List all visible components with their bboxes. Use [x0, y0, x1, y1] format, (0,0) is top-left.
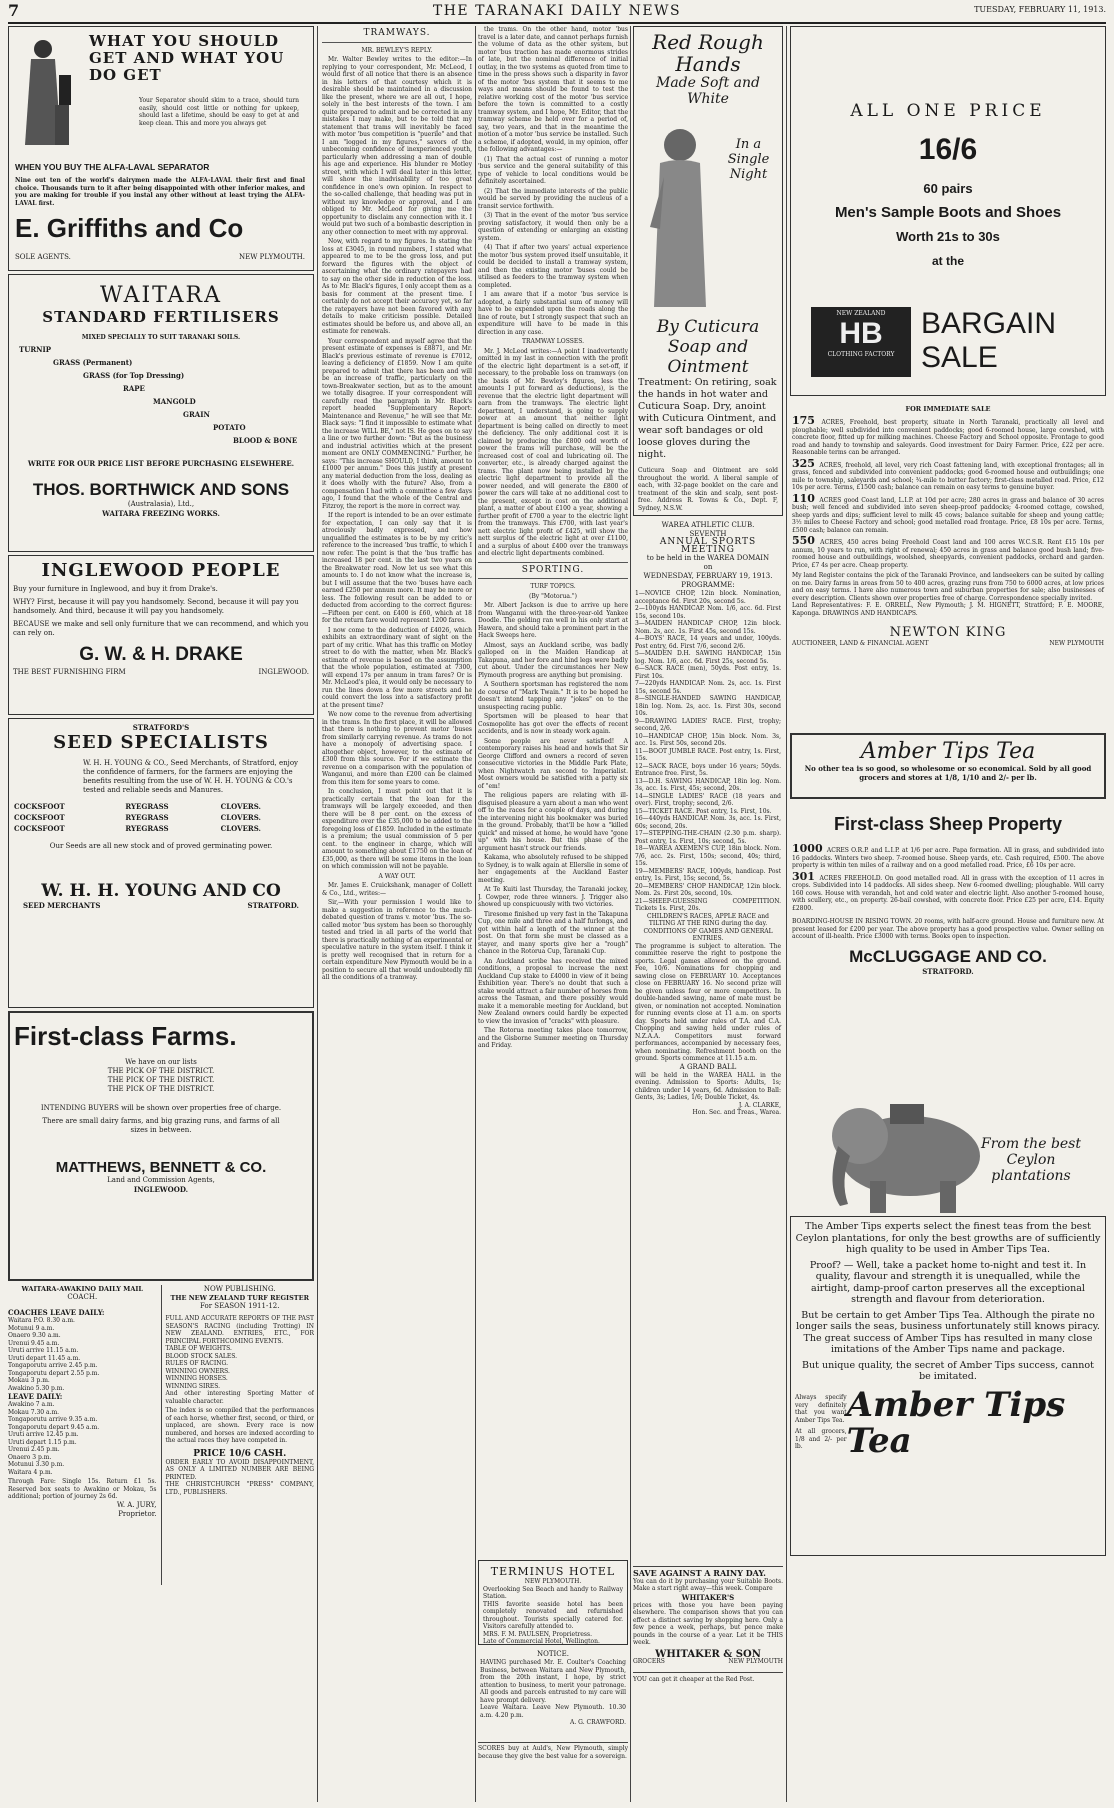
new-plymouth: NEW PLYMOUTH.: [239, 253, 305, 261]
rainy-body2: prices with those you have been paying elsewhere. The comparison shows that you can effect a distinct saving by shopping here. Only a few pence a week, perhaps, but pence make pounds in the course of a year. Let it be THIS week.: [633, 1601, 783, 1646]
farms-p2: There are small dairy farms, and big grazing runs, and farms of all sizes in between.: [42, 1117, 280, 1134]
listing-acres: 175: [792, 414, 822, 427]
list-item: Uruti depart 1.15 p.m.: [8, 1438, 77, 1446]
alfa-cta: WHEN YOU BUY THE ALFA-LAVAL SEPARATOR: [15, 162, 210, 172]
newton-king-place: NEW PLYMOUTH: [1049, 640, 1104, 647]
whitaker-ad: [633, 1566, 783, 1683]
alfa-laval-ad: [8, 26, 314, 271]
list-item: 4—BOYS' RACE, 14 years and under, 100yds. Post entry, 6d. First 7/6, second 2/6.: [635, 635, 781, 650]
column-b: [322, 26, 472, 1802]
amber-from: From the best Ceylon plantations: [981, 1136, 1081, 1184]
listing-item: [792, 456, 1105, 492]
listing-text: ACRES, freehold, all level, very rich Coast fattening land, with exceptional frontages; all in grass, fenced and subdivided into convenient paddocks; good 6-roomed house and outbuildings; one mile to township, saleyards and school; ¾-mile to butter factory; first-class metalled road. Price, £12 10s per acre. Terms, £1500 cash; balance can remain on easy terms to genuine buyer.: [792, 461, 1105, 491]
amber-p1: The Amber Tips experts select the finest teas from the best Ceylon plantations, for only the best growths are of sufficiently high quality to be used in Amber Tips Tea.: [795, 1221, 1101, 1255]
first-class-farms-ad: [8, 1011, 314, 1281]
coach-times-return: [8, 1401, 157, 1476]
table-row: COCKSFOOT RYEGRASS CLOVERS.: [14, 802, 261, 811]
list-item: Onaero 9.30 a.m.: [8, 1332, 61, 1339]
hotel-name: TERMINUS HOTEL: [490, 1565, 616, 1578]
rainy-whit: WHITAKER'S: [681, 1592, 735, 1602]
amber-p2: Proof? — Well, take a packet home to-night and test it. In quality, flavour and strength it is unequalled, while the airtight, damp-proof carton preserves all the exceptional strength and flavour from deterioration.: [809, 1259, 1087, 1305]
boarding: BOARDING-HOUSE IN RISING TOWN. 20 rooms, with half-acre ground. House and furniture new. At present leased for £200 per year. The above property has a good prospective value. Owner selling on account of ill-health. Price £3000 with terms. Books open to inspection.: [792, 918, 1104, 940]
paragraph: Sportsmen will be pleased to hear that Cosmopolite has got over the effects of recent accidents, and is now in steady work again.: [478, 713, 628, 735]
list-item: 9—DRAWING LADIES' RACE. First, trophy; second, 2/6.: [635, 717, 781, 732]
listing-acres: 550: [792, 534, 821, 547]
list-item: Tongaporutu arrive 9.35 a.m.: [8, 1416, 98, 1423]
elephant-illustration: [790, 1076, 1106, 1216]
fertiliser-item: GRASS (for Top Dressing): [83, 371, 185, 380]
hb-logo: NEW ZEALAND HB CLOTHING FACTORY: [811, 307, 911, 377]
notice-ad: [478, 1648, 628, 1742]
issue-date: TUESDAY, FEBRUARY 11, 1913.: [974, 5, 1106, 14]
coach-title: WAITARA-AWAKINO DAILY MAIL: [21, 1285, 143, 1293]
warea-children: CHILDREN'S RACES, APPLE RACE and TILTING AT THE RING during the day.: [646, 912, 770, 927]
amber-p3: But be certain to get Amber Tips Tea. Although the pirate no longer sails the seas, business unfortunately still knows piracy. The great success of Amber Tips has resulted in many close imitations of the Amber Tips name and package.: [796, 1309, 1100, 1355]
fertiliser-item: BLOOD & BONE: [233, 436, 298, 445]
boots-at: at the: [931, 254, 964, 268]
seed-specialists-ad: [8, 718, 314, 1008]
farms-title: First-class Farms.: [14, 1021, 237, 1051]
turf-byline: (By "Motorua."): [529, 592, 577, 600]
sporting-heading: SPORTING.: [521, 564, 585, 575]
list-item: 5—MAIDEN D.H. SAWING HANDICAP, 15in log. Nom. 1/6, acc. 6d. First 25s, second 5s.: [635, 650, 781, 665]
list-item: Waitara P.O. 8.30 a.m.: [8, 1317, 75, 1324]
borthwick-sub: (Australasia), Ltd.,: [127, 500, 195, 508]
boots-price: 16/6: [918, 133, 978, 166]
paragraph: Sir,—With your permission I would like to make a suggestion in reference to the much-debated question of trams v. motor 'bus. The so-called motor 'bus system has been so thoroughly tested and tried in all parts of the world that there is practically nothing of an experimental or speculative nature in the system itself. I think it is pretty well recognised that in return for a certain expenditure New Plymouth would be in a position to secure all that would undoubtedly fill all the conditions of a tramway.: [322, 899, 472, 981]
paragraph: Some people are never satisfied! A contemporary raises his head and howls that Sir George Clifford and owners a record of seven consecutive victories in the Middle Park Plate, when Nightwatch ran second to Imperialist. Most owners would be satisfied with a patty six of "em!: [478, 737, 628, 790]
list-item: 13—D.H. SAWING HANDICAP, 18in log. Nom. 3s, acc. 1s. First, 45s; second, 20s.: [635, 777, 781, 792]
hotel-place: NEW PLYMOUTH.: [524, 1578, 582, 1585]
list-item: BLOOD STOCK SALES.: [165, 1352, 238, 1360]
list-item: Uruti arrive 11.15 a.m.: [8, 1347, 79, 1354]
sale-reps: Land Representatives: F. E. ORRELL, New Plymouth; J. M. HIGNETT, Stratford; F. E. MOORE, Kaponga. DRAWINGS AND HANDICAPS.: [792, 602, 1104, 617]
turf-article: [478, 602, 628, 1050]
list-item: Mokau 7.30 a.m.: [8, 1408, 60, 1416]
seeds-note: Our Seeds are all new stock and of proved germinating power.: [49, 842, 273, 850]
newton-king-firm: NEWTON KING: [889, 625, 1007, 640]
listing-item: [792, 842, 1104, 870]
paragraph: (2) That the immediate interests of the public would be served by providing the nucleus of a transit service forthwith.: [478, 187, 628, 210]
griffiths-firm: E. Griffiths and Co: [15, 213, 244, 243]
fertiliser-item: GRAIN: [183, 410, 210, 419]
hotel-prop: MRS. F. M. PAULSEN, Proprietress.: [483, 1630, 592, 1638]
notice-times: Leave Waitara. Leave New Plymouth. 10.30 a.m. 4.20 p.m.: [480, 1704, 626, 1719]
drake-place: INGLEWOOD.: [258, 668, 309, 676]
inglewood-because: BECAUSE we make and sell only furniture that we can recommend, and which you can rely on.: [13, 620, 309, 637]
waitara-title: WAITARA: [100, 283, 222, 308]
paragraph: Kakama, who absolutely refused to be shipped to Sydney, is to walk again at Ellerslie in some of her engagements at the Auckland Easter meeting.: [478, 854, 628, 884]
tramway-losses-article: [478, 348, 628, 558]
paragraph: I now come to the deduction of £4026, which exhibits an extraordinary want of sight on the part of my critic. What has this traffic on Motley street to do with the matter, when Mr. Black's estimate of revenue is based on the assumption that the whole population, estimated at 7300, will expend 17s per annum in tram fares? Or is Mr. McLeod's plea, it would only be necessary to run the lines down a few more streets and he could convert the loss into a satisfactory profit at the present time?: [322, 626, 472, 709]
paragraph: An Auckland scribe has received the mixed conditions, a proposal to increase the next Auckland Cup stake to £4000 in view of it being Exhibition year. There's no doubt that such a stake would attract a fair number of horses from across the Tasman, and there possibly would make it a memorable meeting for Auckland, but New Zealand owners could hardly be expected to view the invasion of "cracks" with pleasure.: [478, 957, 628, 1025]
waitara-sub: STANDARD FERTILISERS: [42, 308, 280, 326]
paragraph: The Rotorua meeting takes place tomorrow, and the Gisborne Summer meeting on Thursday and Friday.: [478, 1027, 628, 1049]
warea-title: ANNUAL SPORTS MEETING: [659, 537, 757, 555]
warea-on: on: [703, 563, 713, 571]
woman-illustration: [640, 117, 720, 307]
list-item: 7—220yds HANDICAP. Nom. 2s, acc. 1s. First 15s, second 5s.: [635, 680, 781, 695]
listing-item: [792, 491, 1104, 535]
tramway-losses-subhead: TRAMWAY LOSSES.: [521, 338, 585, 345]
sale-title: FOR IMMEDIATE SALE: [905, 405, 991, 413]
list-item: 8—SINGLE-HANDED SAWING HANDICAP, 18in log. Nom. 2s, acc. 1s. First 30s, second 10s.: [635, 695, 781, 717]
list-item: Onaero 3 p.m.: [8, 1453, 52, 1461]
list-item: Mokau 3 p.m.: [8, 1377, 50, 1384]
list-item: 19—MEMBERS' RACE, 100yds, handicap. Post entry, 1s. First, 15s; second, 5s.: [635, 867, 781, 882]
listing-acres: 325: [792, 456, 820, 470]
paragraph: Mr. Albert Jackson is due to arrive up here from Wanganui with the three-year-old Yankee Doodle. The gelding ran well in his only start at Hawera, and should take a prominent part in the Hack Sweeps here.: [478, 602, 628, 639]
warea-date: WEDNESDAY, FEBRUARY 19, 1913.: [643, 572, 773, 580]
reg-title: THE NEW ZEALAND TURF REGISTER: [170, 1294, 309, 1302]
scores-ad: SCORES buy at Auld's, New Plymouth, simply because they give the best value for a sovereign.: [478, 1742, 628, 1760]
column-d: [633, 26, 783, 1802]
sheep-list: [792, 842, 1105, 912]
list-item: 1—NOVICE CHOP, 12in block. Nomination, acceptance 6d. First 20s, second 5s.: [635, 590, 781, 605]
paragraph: A Southern sportsman has registered the nom de course of "Mark Twain." It is to be hoped he doesn't intend tapping any "jokes" on to the unsuspecting racing public.: [478, 681, 628, 711]
borthwick-firm: THOS. BORTHWICK AND SONS: [32, 480, 290, 499]
cuticura-ad: [633, 26, 783, 516]
paragraph: Mr. Walter Bewley writes to the editor:—In replying to your correspondent, Mr. McLeod, I would first of all notice that there is an absence in his letters of that courtesy which it is desirable should be maintained in a discussion like the present, where we are all out, I hope, solely in the best interests of the town. I am quite prepared to admit and be corrected in any mistakes I may make, but to be told that my statement that trams will inevitably be faced with motor 'bus competition is "puerile" and that I am "logged in my figures," savors of the unbecoming confidence of inexperienced youth, particularly when addressing a man of double his age and experience. His blunder re Motley street, with which I will deal later in this letter, will show the inadvisability of too great confidence in one's own opinion. In respect to the so-called challenge, that heading was put in without my knowledge or approval, and I am obliged to Mr. McLeod for giving me the opportunity to disclaim any connection with it. I would put two such of a bombastic description in any other connection to meet with my approval.: [322, 56, 472, 236]
reg-index: The index is so compiled that the performances of each horse, whether first, second, or third, or unplaced, are shown. Every race is now numbered, and horses are indexed according to the actual races they have competed in.: [165, 1407, 314, 1444]
warea-sports-ad: [633, 519, 783, 1119]
fertiliser-item: POTATO: [213, 423, 246, 432]
mccluggage-ad: [790, 802, 1106, 1076]
boots-mens: Men's Sample Boots and Shoes: [834, 204, 1062, 221]
newton-king-auct: AUCTIONEER, LAND & FINANCIAL AGENT: [792, 640, 929, 647]
red-post-ad: YOU can get it cheaper at the Red Post.: [633, 1672, 783, 1684]
list-item: 2—100yds HANDICAP. Nom. 1/6, acc. 6d. First 15s, second 10s.: [635, 605, 781, 620]
sole-agents: SOLE AGENTS.: [15, 253, 71, 261]
listing-text: ACRES FREEHOLD. On good metalled road. All in grass with the exception of 11 acres in crops. Subdivided into 14 paddocks. All sides sheep. New 6-roomed dwelling; ploughable. Will carry 160 cows. House with verandah, hot and cold water and electric light. Also another 5-roomed house, with scullery, etc., on property. 26-bail cowshed, with concrete floor. Price £25 per acre, £14. Equity £2800.: [792, 874, 1105, 912]
paragraph: In conclusion, I must point out that it is practically certain that the loan for the tramways will be largely exceeded, and then there will be 8 per cent. on the excess of expenditure over the £35,000 to be added to the foregoing loss of £1859. Included in the estimate is a premium; the usual commission of 5 per cent. to the engineer in charge, which will amount to something about £1750 on the loan of £35,000, as there will be some items in the loan on which commission will not be payable.: [322, 788, 472, 870]
boots-worth: Worth 21s to 30s: [896, 229, 1000, 244]
list-item: 15—TICKET RACE. Post entry, 1s. First, 10s.: [635, 807, 772, 815]
whitaker-firm: WHITAKER & SON: [655, 1648, 761, 1660]
farms-line: THE PICK OF THE DISTRICT.: [107, 1076, 215, 1084]
fertiliser-item: RAPE: [123, 384, 145, 393]
list-item: 20—MEMBERS' CHOP HANDICAP, 12in block. Nom. 2s. First 20s, second, 10s.: [635, 882, 781, 897]
sale-note: My land Register contains the pick of the Taranaki Province, and landseekers can be suited by calling on me. Dairy farms in areas from 50 to 400 acres, grazing runs from 750 to 6000 acres, at low prices and on easy terms. I have also numerous town and suburban properties for sale; also businesses of every description. Clients shown over properties free of charge. Correspondence specially invited.: [792, 572, 1104, 602]
inglewood-ad: [8, 555, 314, 715]
hotel-over: Overlooking Sea Beach and handy to Railway Station.: [483, 1585, 623, 1600]
listing-item: [792, 869, 1105, 913]
list-item: 12—SACK RACE, boys under 16 years; 50yds. Entrance free. First, 5s.: [635, 762, 781, 777]
fertiliser-list: [13, 345, 309, 455]
warea-sec2: Hon. Sec. and Treas., Warea.: [692, 1109, 781, 1116]
coach-prop2: Proprietor.: [118, 1509, 157, 1518]
sale-list: [792, 414, 1105, 569]
turf-register-ad: [162, 1285, 315, 1585]
paragraph: Tiresome finished up very fast in the Takapuna Cup, one mile and three and a half furlongs, and got within half a length of the winner at the post. On that form she must be classed as a stayer, and many sports give her a "rough" chance in the Rotorua Cup, Taranaki Cup.: [478, 910, 628, 955]
warea-events: [635, 590, 781, 913]
listing-acres: 110: [792, 491, 820, 505]
page-number: 7: [8, 1, 20, 20]
list-item: WINNING SIRES.: [165, 1382, 221, 1390]
listing-item: [792, 534, 1104, 569]
list-item: Waitara 4 p.m.: [8, 1468, 53, 1476]
reg-body: FULL AND ACCURATE REPORTS OF THE PAST SEASON'S RACING (including Trotting) IN NEW ZEALAND. ENTRIES, ETC., FOR PRINCIPAL FORTHCOMING EVENTS.: [165, 1315, 314, 1345]
rainy-title: SAVE AGAINST A RAINY DAY.: [633, 1568, 766, 1578]
list-item: 6—SACK RACE (men), 50yds. Post entry, 1s. First 10s.: [635, 665, 781, 680]
turf-topics-subhead: TURF TOPICS.: [530, 583, 576, 590]
amber-tips-small-body: No other tea is so good, so wholesome or so economical. Sold by all good grocers and stores at 1/8, 1/10 and 2/- per lb.: [804, 764, 1092, 782]
whitaker-place: NEW PLYMOUTH: [728, 1658, 783, 1665]
matthews-firm: MATTHEWS, BENNETT & CO.: [55, 1159, 267, 1176]
seeds-stratford: STRATFORD'S: [132, 723, 190, 732]
farms-line: We have on our lists: [125, 1058, 197, 1066]
reg-pub: THE CHRISTCHURCH "PRESS" COMPANY, LTD., PUBLISHERS.: [165, 1481, 314, 1496]
list-item: TABLE OF WEIGHTS.: [165, 1345, 232, 1352]
column-c-ads: [478, 1560, 628, 1760]
coach-sub: COACH.: [67, 1293, 98, 1301]
list-item: Uruti arrive 12.45 p.m.: [8, 1431, 79, 1438]
list-item: 10—HANDICAP CHOP, 15in block. Nom. 3s, acc. 1s. First 50s, second 20s.: [635, 732, 781, 747]
list-item: Motunui 3.30 p.m.: [8, 1461, 65, 1468]
rainy-body: You can do it by purchasing your Suitable Boots. Make a start right away—this week. Compare: [633, 1577, 783, 1592]
coach-times: [8, 1317, 157, 1392]
drake-firm: G. W. & H. DRAKE: [79, 644, 243, 665]
paragraph: The religious papers are relating with ill-disguised pleasure a yarn about a man who went off to the races for a couple of days, and during the intervening night his bookmaker was buried in the ground. Probably, that'll be how a "killed quick" and missed at home, he would have "gone up" with his house. But this phase of the argument hasn't struck our friends.: [478, 792, 628, 852]
cuticura-night: In a Single Night: [727, 137, 770, 182]
list-item: Tongaporutu depart 2.55 p.m.: [8, 1369, 100, 1377]
list-item: Urenui 9.45 a.m.: [8, 1339, 60, 1347]
seeds-table: [13, 801, 309, 834]
column-a: [8, 26, 314, 1802]
warea-rules: The programme is subject to alteration. The committee reserve the right to postpone the sports. Legal games allowed on the ground. Fee, 10/6. Nominations for chopping and sawing close on FEBRUARY 10. Acceptances close on FEBRUARY 16. No second prize will be given unless four or more competitors. In double-handed sawing, name of mate must be given, or nomination not accepted. Nomination for running events close at 11 a.m. on sports day. Sports held under rules of T.A. and C.A. Chopping and sawing held under rules of N.Z.A.A. Competitors must forward performances, accompanied by necessary fees, when nominating. Refreshment booth on the ground. Sports commence at 11.15 a.m.: [635, 942, 781, 1062]
column-c: [478, 26, 628, 1606]
farms-line: THE PICK OF THE DISTRICT.: [107, 1067, 215, 1075]
listing-text: ACRES, 450 acres being Freehold Coast land and 100 acres W.C.S.R. Rent £15 10s per annum, 10 years to run, with right of renewal; 450 acres in grass and balance good bush land; five-roomed house and outbuildings, woolshed, sheepyards, convenient paddocks, orchard and garden. Price, £7 4s per acre. Cheap property.: [792, 539, 1104, 569]
tramways-article: [322, 56, 472, 871]
boots-all: ALL ONE PRICE: [850, 101, 1046, 121]
list-item: 16—440yds HANDICAP. Nom. 3s, acc. 1s. First, 60s; second, 20s.: [635, 815, 781, 830]
column-rule: [630, 26, 631, 1802]
column-rule: [786, 26, 787, 1802]
paragraph: Your correspondent and myself agree that the present estimate of expenses is £8871, and Mr. Black's previous estimate of revenue is £7012, leaving a deficiency of £1859. Now I am quite prepared to admit that there has been and will be an increase of traffic, particularly on the town-Breakwater section, but as to the amount we totally disagree. If your correspondent will carefully read the paragraph in Mr. Black's report headed "Supplementary Report: Maintenance and Revenue," he will see that Mr. Black says: "I find it impossible to estimate what the increase WILL BE," not IS. He goes on to say a line or two further down: "But as the business and industrial activities which at the present moment are ONLY COMMENCING." Further, he says: "This increase SHOULD, I think, amount to £1000 per annum." Does this justify at present any material deduction from the loss, dealing as it does wholly with the future? Also, from a compensation I had with a committee a few days ago, I found that the whole of the Central and Fitzroy, the report is the more in correct way.: [322, 337, 472, 510]
paragraph: If the report is intended to be an over estimate for expectation, I can only say that it is atrociously badly expressed, and how unqualified the estimates is to be by my critic's reference to the increased 'bus traffic, to which I now refer. The point is that the 'bus traffic has increased 18 per cent. in the last two years on the Breakwater road. Now let us see what this amounts to. I do not know what the increase is, but I will assume that the two 'buses have each earned £250 per annum more. It may be more or less. The following result can be added to or deducted from according to the correct figures:—Fifteen per cent. on £400 is £60, which at 18 for the return fare would represent 1200 fares.: [322, 512, 472, 624]
matthews-place: INGLEWOOD.: [133, 1185, 189, 1194]
notice-title: NOTICE.: [537, 1650, 569, 1658]
list-item: Awakino 7 a.m.: [8, 1401, 55, 1408]
paragraph: (1) That the actual cost of running a motor 'bus service and the general suitability of this type of vehicle to local conditions would be definitely ascertained.: [478, 155, 628, 185]
inglewood-title: INGLEWOOD PEOPLE: [41, 560, 281, 581]
reg-price: PRICE 10/6 CASH.: [193, 1448, 287, 1459]
list-item: Tongaporutu depart 9.45 a.m.: [8, 1423, 100, 1431]
waitara-fertilisers-ad: [8, 274, 314, 552]
amber-p4: But unique quality, the secret of Amber Tips success, cannot be imitated.: [802, 1359, 1094, 1382]
whitaker-grocers: GROCERS: [633, 1658, 665, 1665]
boots-pairs: 60 pairs: [923, 181, 973, 196]
reg-order: ORDER EARLY TO AVOID DISAPPOINTMENT, AS ONLY A LIMITED NUMBER ARE BEING PRINTED.: [165, 1458, 314, 1481]
way-out-article: [322, 882, 472, 982]
inglewood-lead: Buy your furniture in Inglewood, and buy it from Drake's.: [13, 585, 218, 593]
mccluggage-place: STRATFORD.: [922, 966, 974, 976]
listing-acres: 1000: [792, 842, 827, 855]
list-item: 21—SHEEP-GUESSING COMPETITION. Tickets 1s. First, 20s.: [635, 897, 781, 912]
notice-body: HAVING purchased Mr. E. Coulter's Coaching Business, between Waitara and New Plymouth, from the 20th instant, I hope, by strict attention to business, to merit your patronage. All goods and parcels entrusted to my care will have prompt delivery.: [480, 1659, 626, 1704]
cuticura-head2: Made Soft and White: [656, 75, 760, 107]
alfa-headline: WHAT YOU SHOULD GET AND WHAT YOU DO GET: [89, 32, 285, 84]
paragraph: (3) That in the event of the motor 'bus service proving satisfactory, it would then only be a question of extending or enlarging an existing system.: [478, 212, 628, 242]
fertiliser-item: GRASS (Permanent): [53, 358, 133, 367]
young-merchants: SEED MERCHANTS: [23, 901, 101, 910]
column-rule: [475, 26, 476, 1802]
seeds-title: SEED SPECIALISTS: [53, 732, 269, 753]
coach-leave2: LEAVE DAILY:: [8, 1392, 63, 1401]
reg-season: For SEASON 1911-12.: [200, 1302, 280, 1310]
waitara-mixed: MIXED SPECIALLY TO SUIT TARANAKI SOILS.: [81, 334, 241, 341]
bargain-text: BARGAIN: [921, 307, 1057, 340]
warea-conditions: CONDITIONS OF GAMES AND GENERAL ENTRIES.: [643, 927, 773, 942]
list-item: Uruti depart 11.45 a.m.: [8, 1354, 81, 1362]
paragraph: I am aware that if a motor 'bus service is adopted, a fairly substantial sum of money will have to be expended upon the roads along the line of route, but I strongly suspect that such an expenditure will have to be made in this direction in any case.: [478, 291, 628, 336]
paragraph: We now come to the revenue from advertising in the trams. In the first place, it will be allowed that there is nothing to prevent motor 'buses from similarly carrying revenue. As trams do not have a monopoly of advertising space. I altogether object, however, to the estimate of £300 from this source. For if we estimate the revenue on a comparison with the population of Wanganui, and more than £200 can be claimed from this item for some years to come.: [322, 711, 472, 786]
listing-acres: 301: [792, 869, 820, 883]
list-item: 17—STEPPING-THE-CHAIN (2.30 p.m. sharp). Post entry, 1s. First, 10s; second, 5s.: [635, 830, 781, 845]
list-item: 3—MAIDEN HANDICAP CHOP, 12in block. Nom. 2s, acc. 1s. First 45s, second 15s.: [635, 620, 781, 635]
amber-p5: Always specify very definitely that you want Amber Tips Tea.: [795, 1394, 847, 1424]
column-rule: [317, 26, 318, 1802]
paragraph: Mr. James E. Cruickshank, manager of Collett & Co., Ltd., writes:—: [322, 882, 472, 897]
borthwick-works: WAITARA FREEZING WORKS.: [102, 509, 220, 518]
list-item: 14—SINGLE LADIES' RACE (18 years and over). First, trophy; second, 2/6.: [635, 792, 781, 807]
mccluggage-firm: McCLUGGAGE AND CO.: [849, 946, 1047, 966]
newton-king-ad: [790, 399, 1106, 733]
fertiliser-item: TURNIP: [19, 345, 52, 354]
list-item: Tongaporutu arrive 2.45 p.m.: [8, 1362, 98, 1369]
hotel-late: Late of Commercial Hotel, Wellington.: [483, 1638, 600, 1645]
paragraph: Mr. J. McLeod writes:—A point I inadvertently omitted in my last in connection with the profit of the electric light department is a set-off, if necessary, to the probable loss on tramways (on the basis of Mr. Bewley's figures, less the amounts I put forward as deductions), is the revenue that the electric light department will earn from the tramways. The electric light department, I understand, is going to supply power at an amount that neither light department is being called on directly to meet the deficiency. The only additional cost it is claimed by producing the £800 odd worth of power the trams will purchase, will be the increased cost of coal and lubricating oil. The converter, etc., is already charged against the trams. The plant now being installed by the electric light department to provide all the power needed, and will generate the £800 of power the cars will take at no additional cost to the present, except in cost on the additional plant, a matter of about £100 a year, showing a further profit of £700 a year to the electric light from the tramways. This £700, with last year's nett electric light profit of £425, will show the nett surplus of the electric light at over £1100, and a surplus of about £400 over the tramways and electric light departments combined.: [478, 347, 628, 557]
coach-prop: W. A. JURY,: [116, 1500, 157, 1509]
amber-tips-big-logo: Amber Tips Tea: [846, 1384, 1066, 1461]
list-item: WINNING OWNERS.: [165, 1367, 230, 1375]
listing-item: [792, 414, 1104, 457]
cuticura-by: By Cuticura Soap and Ointment: [656, 317, 760, 377]
listing-text: ACRES O.R.P. and L.I.P. at 1/6 per acre. Papa formation. All in grass, and subdivided into 16 paddocks. Winters two sheep. 7-roomed house. Sheep yards, etc. Cash required, £500. The above property is within ten miles of a railway and on a good metalled road. Price, £6 10s per acre.: [792, 847, 1104, 869]
listing-text: ACRES good Coast land, L.I.P. at 10d per acre; 280 acres in grass and balance of 30 acres bush; well fenced and subdivided into seven sheep-proof paddocks; 4-roomed cottage, cowshed, sheep yards and dips; sufficient level to milk 45 cows; balance suitable for sheep and young cattle; 3½ miles to Cheese Factory and school; good metalled road frontage. Price, £8 10s per acre. Terms, £500 cash; balance can remain.: [792, 496, 1104, 534]
coach-ad: [8, 1285, 162, 1585]
young-firm: W. H. H. YOUNG AND CO: [41, 881, 281, 901]
matthews-sub: Land and Commission Agents,: [107, 1176, 215, 1184]
alfa-body: Your Separator should skim to a trace, should turn easily, should cost little or nothing for upkeep, should last a lifetime, should be easy to get at and keep clean. This and more you always get: [139, 97, 299, 127]
separator-illustration: [15, 35, 73, 155]
amber-p6: At all grocers, 1/8 and 2/- per lb.: [795, 1428, 847, 1451]
seeds-body: W. H. H. YOUNG & CO., Seed Merchants, of Stratford, enjoy the confidence of farmers, for the farmers are enjoying the benefits resulting from the use of W. H. H. YOUNG & CO.'s tested and reliable seeds and Manures.: [83, 759, 299, 794]
cuticura-head1: Red Rough Hands: [652, 30, 764, 76]
list-item: Motunui 9 a.m.: [8, 1324, 55, 1332]
cuticura-treatment: Treatment: On retiring, soak the hands in hot water and Cuticura Soap. Dry, anoint with Cuticura Ointment, and wear soft bandages or old loose gloves during the night.: [638, 377, 777, 460]
paragraph: the trams. On the other hand, motor 'bus travel is a later date, and cannot perhaps furnish the volume of data as the other system, but motor 'bus traction has made enormous strides of late, but the nominal difference of initial outlay, in the two systems as quoted from time to time in the press shows such a disparity in favor of the motor 'bus system that it seems to me ways and means should be found to test the relative working cost of the motor 'bus service before the town is committed to a costly tramway system, and I hope, Mr. Editor, that the tramway scheme be held over for a period of, say, two years, and that in the meantime the motion of a motor 'bus service be installed. Such a scheme, if adopted, would, in my opinion, offer the following advantages:—: [478, 26, 628, 153]
reg-other: And other interesting Sporting Matter of valuable character.: [165, 1390, 314, 1405]
hotel-body: THIS favorite seaside hotel has been completely renovated and refurnished throughout. Tourists specially catered for. Visitors carefully attended to.: [483, 1600, 623, 1630]
list-item: WINNING HORSES.: [165, 1375, 228, 1382]
warea-sec: J. A. CLARKE,: [738, 1101, 781, 1109]
cuticura-fine: Cuticura Soap and Ointment are sold throughout the world. A liberal sample of each, with 32-page booklet on the care and treatment of the skin and scalp, sent post-free. Address R. Towns & Co., Dept. F, Sydney, N.S.W.: [638, 467, 778, 512]
alfa-sub: Nine out ten of the world's dairymen made the ALFA-LAVAL their first and final choice. Thousands turn to it after being disappointed with other inferior makes, and you are making for trouble if you instal any other without at least trying the ALFA-LAVAL first.: [15, 177, 305, 207]
paragraph: At Te Kuiti last Thursday, the Taranaki jockey, J. Cowper, rode three winners. J. Trigger also showed up conspicuously with two victories.: [478, 886, 628, 908]
amber-tips-small-ad: [790, 733, 1106, 799]
paragraph: Now, with regard to my figures. In stating the loss at £3045, in round numbers, I stated what appeared to me to be the gross loss, and put forward the figures with the object of ascertaining what the ordinary ratepayers had to say on the other side in reduction of the loss. As to Mr. Black's figures, I only accept them as a basis for comment at the present time. I certainly do not accept their accuracy yet, so far the ratepayers have not been favored with any details to make criticism possible. Detailed estimates should be before us, and above all, an estimate for renewals.: [322, 238, 472, 335]
list-item: 18—WAREA AXEMEN'S CUP, 18in block. Nom. 7/6, acc. 2s. First, 150s; second, 40s; third, 15s.: [635, 845, 781, 867]
list-item: 11—BOOT JUMBLE RACE. Post entry, 1s. First, 15s.: [635, 747, 781, 762]
coach-leave: COACHES LEAVE DAILY:: [8, 1308, 105, 1317]
newspaper-title: THE TARANAKI DAILY NEWS: [432, 3, 682, 19]
masthead: [8, 0, 1106, 24]
reg-list: [166, 1345, 315, 1390]
fertiliser-item: MANGOLD: [153, 397, 196, 406]
waitara-write: WRITE FOR OUR PRICE LIST BEFORE PURCHASING ELSEWHERE.: [27, 459, 295, 468]
way-out-continued: [478, 26, 628, 336]
warea-programme: PROGRAMME:: [681, 581, 735, 589]
young-place: STRATFORD.: [247, 901, 299, 910]
notice-name: A. G. CRAWFORD.: [569, 1719, 626, 1726]
table-row: COCKSFOOT RYEGRASS CLOVERS.: [14, 813, 261, 822]
warea-club: WAREA ATHLETIC CLUB.: [661, 521, 755, 529]
reg-now: NOW PUBLISHING.: [203, 1285, 276, 1293]
paragraph: (4) That if after two years' actual experience the motor 'bus system proved itself unsuitable, it could be decided to install a tramway system, and then the existing motor 'buses could be utilised as feeders to the tramway system when completed.: [478, 244, 628, 289]
amber-tips-main-ad: [790, 1216, 1106, 1556]
amber-tips-logo: Amber Tips Tea: [860, 739, 1036, 764]
paragraph: Almost, says an Auckland scribe, was badly galloped on in the Maiden Handicap at Takapuna, and her fore and hind legs were badly cut about. Under the circumstances her New Plymouth progress are anything but promising.: [478, 641, 628, 679]
sale-text: SALE: [921, 341, 998, 374]
column-e: [790, 26, 1106, 1802]
sheep-title: First-class Sheep Property: [833, 814, 1063, 834]
tramways-subhead: MR. BEWLEY'S REPLY.: [361, 46, 433, 54]
list-item: Awakino 5.30 p.m.: [8, 1384, 65, 1392]
way-out-subhead: A WAY OUT.: [378, 872, 416, 880]
listing-text: ACRES, Freehold, best property, situate in North Taranaki, practically all level and ploughable; well subdivided into convenient paddocks; good 6-roomed house, large cowshed, with concrete floor, fitted up for milking machines. Cheese Factory and School opposite. Frontage to good road and handy to township and saleyards. Good investment for Dairy Farmer. Price, £22 per acre. Reasonable terms can be arranged.: [792, 419, 1104, 456]
farms-p1: INTENDING BUYERS will be shown over properties free of charge.: [40, 1104, 282, 1112]
farms-line: THE PICK OF THE DISTRICT.: [107, 1085, 215, 1093]
warea-ball-body: will be held in the WAREA HALL in the evening. Admission to Sports: Adults, 1s; children under 14 years, 6d. Admission to Ball: Gents, 3s; Ladies, 1/6; Double Ticket, 4s.: [635, 1071, 781, 1101]
list-item: RULES OF RACING.: [165, 1360, 228, 1367]
hb-boots-ad: [790, 26, 1106, 396]
coach-fares: Through Fare: Single 15s. Return £1 5s. Reserved box seats to Awakino or Mokau, 5s additional; portion of journey 2s 6d.: [8, 1478, 157, 1500]
inglewood-why: WHY? First, because it will pay you handsomely. Second, because it will pay you handsomely. And third, because it will pay you handsomely.: [13, 598, 299, 615]
list-item: Urenui 2.45 p.m.: [8, 1446, 60, 1453]
drake-best: THE BEST FURNISHING FIRM: [13, 668, 126, 676]
tramways-heading: TRAMWAYS.: [363, 28, 431, 38]
warea-seventh: SEVENTH: [689, 530, 727, 538]
terminus-hotel-ad: [478, 1560, 628, 1645]
warea-ball: A GRAND BALL: [679, 1062, 737, 1071]
table-row: COCKSFOOT RYEGRASS CLOVERS.: [14, 824, 261, 833]
warea-held: to be held in the WAREA DOMAIN: [646, 554, 770, 562]
